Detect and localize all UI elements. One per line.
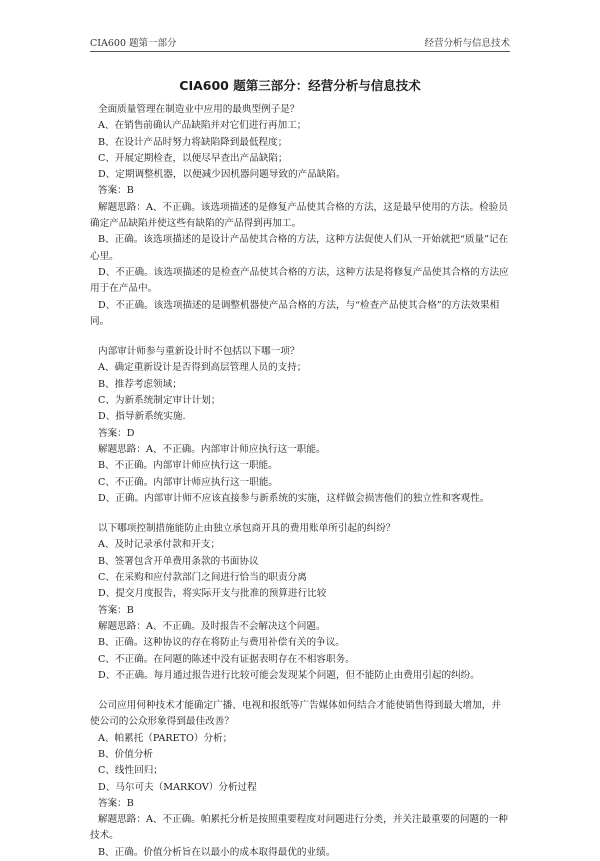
question-stem: 内部审计师参与重新设计时不包括以下哪一项？	[98, 346, 300, 358]
option: C、为新系统制定审计计划；	[98, 395, 221, 407]
option: D、定期调整机器，以便减少因机器问题导致的产品缺陷。	[98, 169, 346, 181]
question-block	[90, 344, 510, 507]
option: B、在设计产品时努力将缺陷降到最低程度；	[98, 136, 288, 148]
analysis-paragraph: B、正确。该选项描述的是设计产品使其合格的方法，这种方法促使人们从一开始就把“质量”记在心里。	[90, 234, 509, 262]
option: D、指导新系统实施.	[98, 411, 186, 423]
analysis-paragraph: 解题思路：A、不正确。该选项描述的是修复产品使其合格的方法，这是最早使用的方法。检验员确定产品缺陷并使这些有缺陷的产品得到再加工。	[90, 201, 508, 230]
option: A、确定重新设计是否得到高层管理人员的支持；	[98, 362, 307, 374]
option: B、签署包含开单费用条款的书面协议	[98, 555, 259, 567]
running-header	[90, 33, 510, 52]
analysis-paragraph: B、不正确。内部审计师应执行这一职能。	[98, 460, 278, 472]
analysis-paragraph: D、不正确。该选项描述的是检查产品使其合格的方法，这种方法是将修复产品使其合格的方法应用于在产品中。	[90, 266, 509, 295]
option: B、价值分析	[98, 748, 154, 760]
analysis-paragraph: 解题思路：A、不正确。内部审计师应执行这一职能。	[98, 443, 326, 455]
page-title: CIA600 题第三部分：经营分析与信息技术	[179, 78, 421, 93]
analysis-paragraph: 解题思路：A、不正确。帕累托分析是按照重要程度对问题进行分类，并关注最重要的问题的一种技术。	[90, 814, 508, 842]
analysis-paragraph: D、不正确。每月通过报告进行比较可能会发现某个问题，但不能防止由费用引起的纠纷。	[98, 669, 480, 681]
analysis-paragraph: D、不正确。该选项描述的是调整机器使产品合格的方法，与“检查产品使其合格”的方法效果相同。	[90, 299, 500, 327]
analysis-paragraph: C、不正确。在问题的陈述中没有证据表明存在不相容职务。	[98, 653, 355, 665]
document-body	[90, 78, 510, 861]
answer: 答案：D	[98, 427, 135, 439]
option: A、帕累托（PARETO）分析；	[98, 732, 233, 744]
question-block	[90, 521, 510, 684]
header-right: 经营分析与信息技术	[424, 38, 510, 49]
question-block	[90, 698, 510, 861]
option: C、线性回归；	[98, 765, 163, 777]
answer: 答案：B	[98, 185, 134, 197]
answer: 答案：B	[98, 604, 134, 616]
question-stem: 公司应用何种技术才能确定广播、电视和报纸等广告媒体如何结合才能使销售得到最大增加，并使公司的公众形象得到最佳改善？	[90, 700, 501, 728]
option: C、开展定期检查，以便尽早查出产品缺陷；	[98, 152, 288, 164]
analysis-paragraph: D、正确。内部审计师不应该直接参与新系统的实施，这样做会损害他们的独立性和客观性。	[98, 492, 490, 504]
header-left: CIA600 题第一部分	[90, 38, 177, 49]
question-stem: 全面质量管理在制造业中应用的最典型例子是？	[98, 104, 300, 115]
analysis-paragraph: C、不正确。内部审计师应执行这一职能。	[98, 476, 279, 488]
option: C、在采购和应付款部门之间进行恰当的职责分离	[98, 572, 307, 584]
option: A、及时记录承付款和开支；	[98, 539, 221, 551]
option: A、在销售前确认产品缺陷并对它们进行再加工；	[98, 120, 307, 132]
answer: 答案：B	[98, 797, 134, 809]
option: D、提交月度报告，将实际开支与批准的预算进行比较	[98, 588, 327, 600]
option: D、马尔可夫（MARKOV）分析过程	[98, 781, 257, 793]
analysis-paragraph: 解题思路：A、不正确。及时报告不会解决这个问题。	[98, 620, 326, 632]
analysis-paragraph: B、正确。这种协议的存在将防止与费用补偿有关的争议。	[98, 637, 345, 649]
option: B、推荐考虑领域；	[98, 378, 182, 390]
analysis-paragraph: B、正确。价值分析旨在以最小的成本取得最优的业绩。	[98, 846, 336, 858]
question-block	[90, 102, 510, 330]
question-stem: 以下哪项控制措施能防止由独立承包商开具的费用账单所引起的纠纷？	[98, 523, 396, 535]
